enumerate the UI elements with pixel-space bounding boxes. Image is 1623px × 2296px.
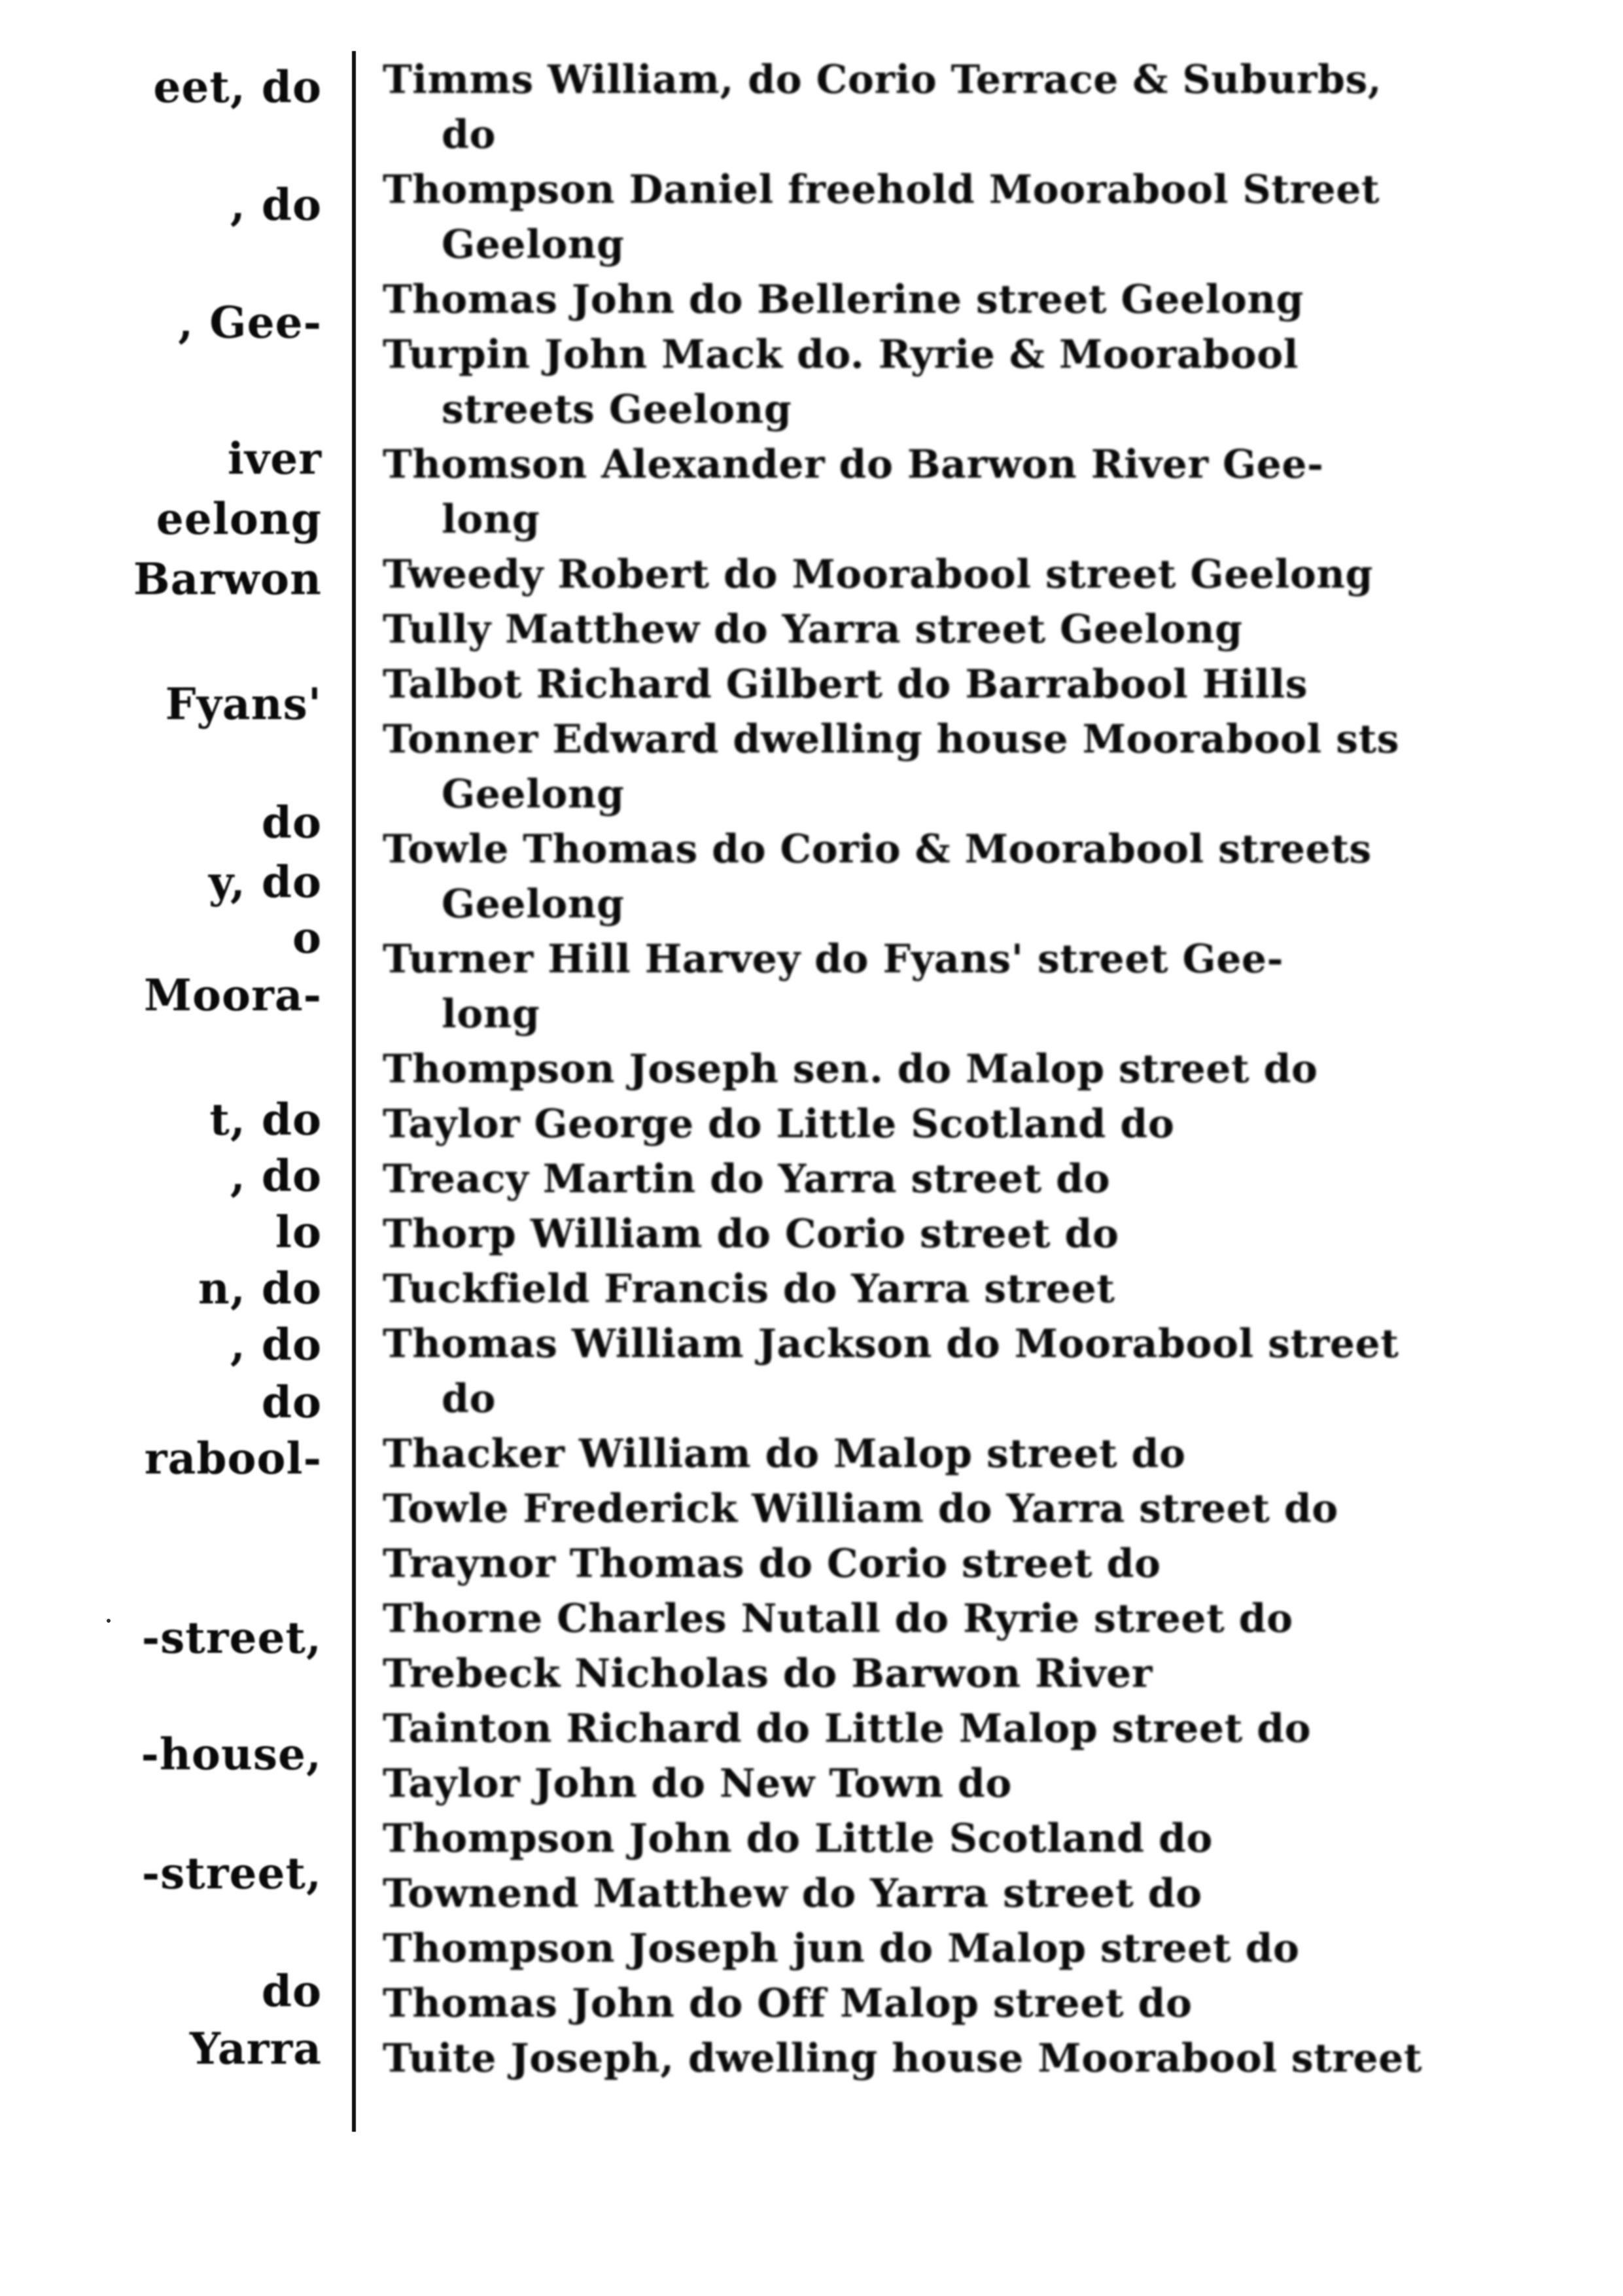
- entry-text: Tuite Joseph, dwelling house Moorabool street: [383, 2036, 1423, 2081]
- entry-text: Thorne Charles Nutall do Ryrie street do: [383, 1596, 1293, 1642]
- left-line: , do: [230, 1150, 322, 1201]
- entry-text: Tonner Edward dwelling house Moorabool sts: [383, 716, 1399, 762]
- directory-entry: [383, 1152, 1495, 1207]
- entry-text: Thompson Joseph sen. do Malop street do: [383, 1046, 1318, 1092]
- left-line: , Gee-: [178, 297, 322, 348]
- left-line: -house,: [141, 1729, 322, 1780]
- entry-text: Taylor John do New Town do: [383, 1761, 1012, 1807]
- entry-text: Tweedy Robert do Moorabool street Geelong: [383, 552, 1373, 597]
- directory-entry: [383, 1536, 1495, 1591]
- entry-continuation: Geelong: [442, 222, 625, 268]
- left-line: , do: [230, 1319, 322, 1370]
- directory-entry: [383, 1042, 1495, 1097]
- entry-continuation: do: [442, 1376, 496, 1422]
- entry-text: Thompson Daniel freehold Moorabool Street: [383, 167, 1380, 213]
- directory-entry: [383, 1262, 1495, 1316]
- entry-continuation: long: [442, 991, 540, 1037]
- left-line: n, do: [198, 1263, 322, 1314]
- directory-entry: [383, 657, 1495, 712]
- directory-entry: [383, 52, 1495, 162]
- entry-text: Thomas John do Bellerine street Geelong: [383, 277, 1304, 323]
- directory-entry: [383, 932, 1495, 1042]
- directory-entry: [383, 1921, 1495, 1976]
- entry-text: Thomas John do Off Malop street do: [383, 1981, 1193, 2026]
- entry-text: Talbot Richard Gilbert do Barrabool Hills: [383, 662, 1308, 707]
- entry-text: Thomas William Jackson do Moorabool street: [383, 1321, 1399, 1367]
- entry-text: Towle Frederick William do Yarra street do: [383, 1486, 1338, 1532]
- entry-text: Tully Matthew do Yarra street Geelong: [383, 607, 1243, 652]
- entry-text: Turner Hill Harvey do Fyans' street Gee-: [383, 936, 1284, 982]
- directory-entry: [383, 822, 1495, 932]
- left-line: Moora-: [143, 970, 322, 1021]
- entry-text: Thorp William do Corio street do: [383, 1211, 1119, 1257]
- directory-entry: [383, 1591, 1495, 1646]
- column-rule: [352, 51, 356, 2132]
- directory-entry: [383, 712, 1495, 822]
- directory-entry: [383, 1701, 1495, 1756]
- left-line: Yarra: [189, 2023, 322, 2074]
- left-line: eelong: [156, 493, 322, 544]
- directory-entry: [383, 1756, 1495, 1811]
- left-line: o: [292, 912, 322, 963]
- entry-text: Traynor Thomas do Corio street do: [383, 1541, 1161, 1587]
- print-speck: [107, 1619, 111, 1623]
- left-line: y, do: [208, 857, 322, 908]
- directory-entry: [383, 1481, 1495, 1536]
- entry-continuation: long: [442, 497, 540, 542]
- directory-entry: [383, 1097, 1495, 1152]
- left-line: Barwon: [133, 554, 322, 605]
- entry-continuation: Geelong: [442, 771, 625, 817]
- left-line: t, do: [209, 1094, 322, 1145]
- directory-entry: [383, 1811, 1495, 1866]
- left-line: do: [261, 1377, 322, 1428]
- directory-entry: [383, 327, 1495, 437]
- entry-text: Taylor George do Little Scotland do: [383, 1101, 1175, 1147]
- directory-entry: [383, 437, 1495, 547]
- left-column-fragment: [0, 52, 334, 2100]
- directory-entry: [383, 1207, 1495, 1262]
- left-line: lo: [275, 1207, 322, 1258]
- directory-entry: [383, 2031, 1495, 2086]
- directory-entry: [383, 1316, 1495, 1426]
- entry-text: Turpin John Mack do. Ryrie & Moorabool: [383, 332, 1299, 378]
- entry-text: Trebeck Nicholas do Barwon River: [383, 1651, 1153, 1697]
- left-line: -street,: [141, 1848, 322, 1899]
- directory-entry: [383, 1426, 1495, 1481]
- entry-text: Treacy Martin do Yarra street do: [383, 1156, 1111, 1202]
- entry-continuation: do: [442, 112, 496, 158]
- left-line: rabool-: [144, 1433, 322, 1484]
- directory-column: [383, 52, 1495, 2086]
- entry-text: Townend Matthew do Yarra street do: [383, 1871, 1202, 1916]
- entry-text: Tainton Richard do Little Malop street do: [383, 1706, 1312, 1752]
- entry-text: Tuckfield Francis do Yarra street: [383, 1266, 1115, 1312]
- left-line: , do: [230, 179, 322, 230]
- entry-text: Thompson John do Little Scotland do: [383, 1816, 1213, 1862]
- entry-text: Thomson Alexander do Barwon River Gee-: [383, 442, 1324, 487]
- directory-entry: [383, 1976, 1495, 2031]
- directory-entry: [383, 547, 1495, 602]
- left-line: eet, do: [153, 62, 322, 113]
- left-line: do: [261, 797, 322, 848]
- entry-text: Timms William, do Corio Terrace & Suburbs,: [383, 57, 1382, 103]
- directory-entry: [383, 602, 1495, 657]
- left-line: do: [261, 1966, 322, 2017]
- entry-continuation: Geelong: [442, 881, 625, 927]
- left-line: Fyans': [165, 679, 322, 730]
- entry-text: Thacker William do Malop street do: [383, 1431, 1186, 1477]
- entry-text: Towle Thomas do Corio & Moorabool streets: [383, 826, 1372, 872]
- entry-continuation: streets Geelong: [442, 387, 792, 433]
- left-line: iver: [227, 433, 322, 484]
- left-line: -street,: [141, 1612, 322, 1663]
- directory-entry: [383, 272, 1495, 327]
- directory-entry: [383, 162, 1495, 272]
- entry-text: Thompson Joseph jun do Malop street do: [383, 1926, 1300, 1971]
- directory-entry: [383, 1646, 1495, 1701]
- directory-entry: [383, 1866, 1495, 1921]
